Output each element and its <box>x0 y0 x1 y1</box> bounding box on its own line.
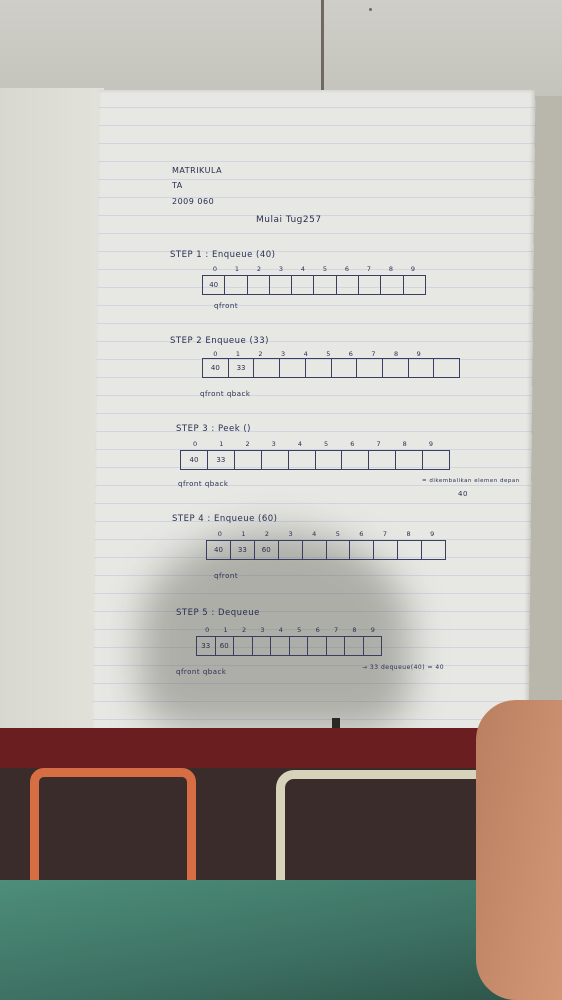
index-label: 0 <box>212 265 218 273</box>
queue-cell: 40 <box>181 451 208 469</box>
header-line-1: MATRIKULA <box>172 166 223 175</box>
step-5-label: STEP 5 : Dequeue <box>176 608 260 618</box>
step-1-indices <box>204 265 424 273</box>
step-2-indices <box>204 350 430 358</box>
index-label: 6 <box>348 350 353 358</box>
queue-cell <box>280 359 306 377</box>
index-label: 0 <box>193 440 198 448</box>
index-label: 5 <box>322 265 328 273</box>
index-label: 7 <box>376 440 381 448</box>
step-3-note: = dikembalikan elemen depan <box>422 478 520 484</box>
index-label: 6 <box>350 440 355 448</box>
notebook-left-page <box>0 88 104 736</box>
index-label: 6 <box>359 530 364 538</box>
queue-cell <box>292 276 314 294</box>
queue-cell <box>381 276 403 294</box>
index-label: 9 <box>370 626 375 634</box>
queue-cell <box>345 637 364 655</box>
queue-cell <box>398 541 422 559</box>
queue-cell <box>253 637 272 655</box>
queue-cell: 60 <box>255 541 279 559</box>
queue-cell <box>225 276 247 294</box>
index-label: 8 <box>393 350 399 358</box>
queue-cell <box>303 541 327 559</box>
queue-cell <box>350 541 374 559</box>
queue-cell <box>364 637 382 655</box>
queue-cell <box>314 276 336 294</box>
index-label: 7 <box>366 265 372 273</box>
queue-cell: 40 <box>207 541 231 559</box>
step-4-array <box>206 540 446 560</box>
index-label: 2 <box>256 265 262 273</box>
queue-cell <box>357 359 383 377</box>
step-4-indices <box>208 530 444 538</box>
page-title: Mulai Tug257 <box>256 215 322 225</box>
index-label: 7 <box>333 626 339 634</box>
step-2-pointers: qfront qback <box>200 390 251 398</box>
queue-cell <box>308 637 327 655</box>
index-label: 8 <box>402 440 407 448</box>
queue-cell <box>279 541 303 559</box>
index-label: 4 <box>312 530 317 538</box>
index-label: 3 <box>271 440 276 448</box>
queue-cell <box>423 451 449 469</box>
queue-cell <box>254 359 280 377</box>
queue-cell <box>383 359 409 377</box>
step-1-array <box>202 275 426 295</box>
index-label: 1 <box>235 350 240 358</box>
step-3-note-value: 40 <box>458 490 468 498</box>
index-label: 8 <box>406 530 411 538</box>
queue-cell <box>290 637 309 655</box>
index-label: 6 <box>344 265 350 273</box>
step-5-array <box>196 636 382 656</box>
step-4-label: STEP 4 : Enqueue (60) <box>172 514 278 524</box>
index-label: 7 <box>371 350 376 358</box>
step-3-indices <box>182 440 444 448</box>
index-label: 2 <box>258 350 263 358</box>
queue-cell <box>271 637 290 655</box>
step-2-array <box>202 358 460 378</box>
queue-cell <box>289 451 316 469</box>
queue-cell <box>235 451 262 469</box>
queue-cell <box>327 637 346 655</box>
index-label: 0 <box>217 530 222 538</box>
queue-cell <box>337 276 359 294</box>
queue-cell <box>409 359 435 377</box>
index-label: 1 <box>223 626 228 634</box>
queue-cell: 33 <box>231 541 255 559</box>
step-3-array <box>180 450 450 470</box>
index-label: 4 <box>300 265 306 273</box>
queue-cell <box>306 359 332 377</box>
queue-cell <box>270 276 292 294</box>
step-1-pointers: qfront <box>214 302 239 310</box>
index-label: 9 <box>416 350 421 358</box>
queue-cell <box>234 637 253 655</box>
header-line-3: 2009 060 <box>172 197 215 206</box>
queue-cell: 33 <box>197 637 216 655</box>
index-label: 5 <box>297 626 302 634</box>
queue-cell <box>404 276 425 294</box>
index-label: 9 <box>410 265 416 273</box>
index-label: 3 <box>288 530 293 538</box>
wall-mark <box>369 8 372 11</box>
queue-cell <box>374 541 398 559</box>
step-5-note: → 33 dequeue(40) = 40 <box>362 664 445 671</box>
index-label: 9 <box>428 440 433 448</box>
queue-cell <box>262 451 289 469</box>
index-label: 2 <box>264 530 270 538</box>
index-label: 2 <box>245 440 250 448</box>
wall-edge <box>321 0 324 92</box>
index-label: 2 <box>241 626 247 634</box>
index-label: 1 <box>219 440 224 448</box>
queue-cell <box>369 451 396 469</box>
index-label: 1 <box>234 265 240 273</box>
index-label: 9 <box>430 530 435 538</box>
step-4-pointers: qfront <box>214 572 239 580</box>
step-3-label: STEP 3 : Peek () <box>176 424 251 434</box>
index-label: 3 <box>281 350 286 358</box>
queue-cell <box>316 451 343 469</box>
wall <box>0 0 562 96</box>
index-label: 4 <box>297 440 302 448</box>
index-label: 8 <box>352 626 357 634</box>
queue-cell <box>422 541 445 559</box>
index-label: 5 <box>326 350 331 358</box>
index-label: 5 <box>324 440 329 448</box>
step-1-label: STEP 1 : Enqueue (40) <box>170 250 276 260</box>
queue-cell: 33 <box>208 451 235 469</box>
queue-cell: 33 <box>229 359 255 377</box>
queue-cell <box>434 359 459 377</box>
index-label: 0 <box>213 350 218 358</box>
index-label: 4 <box>303 350 308 358</box>
queue-cell <box>396 451 423 469</box>
queue-cell <box>327 541 351 559</box>
step-5-indices <box>198 626 382 634</box>
queue-cell <box>332 359 358 377</box>
index-label: 3 <box>260 626 265 634</box>
index-label: 1 <box>241 530 246 538</box>
step-2-label: STEP 2 Enqueue (33) <box>170 336 269 346</box>
index-label: 6 <box>315 626 320 634</box>
step-3-pointers: qfront qback <box>178 480 229 488</box>
index-label: 4 <box>278 626 283 634</box>
index-label: 0 <box>205 626 210 634</box>
queue-cell <box>359 276 381 294</box>
index-label: 3 <box>278 265 284 273</box>
queue-cell <box>342 451 369 469</box>
step-5-pointers: qfront qback <box>176 668 227 676</box>
queue-cell: 40 <box>203 276 225 294</box>
queue-cell: 60 <box>216 637 235 655</box>
queue-cell <box>248 276 270 294</box>
index-label: 7 <box>382 530 388 538</box>
index-label: 8 <box>388 265 394 273</box>
index-label: 5 <box>335 530 340 538</box>
queue-cell: 40 <box>203 359 229 377</box>
hand <box>476 700 562 1000</box>
header-line-2: TA <box>172 181 183 190</box>
